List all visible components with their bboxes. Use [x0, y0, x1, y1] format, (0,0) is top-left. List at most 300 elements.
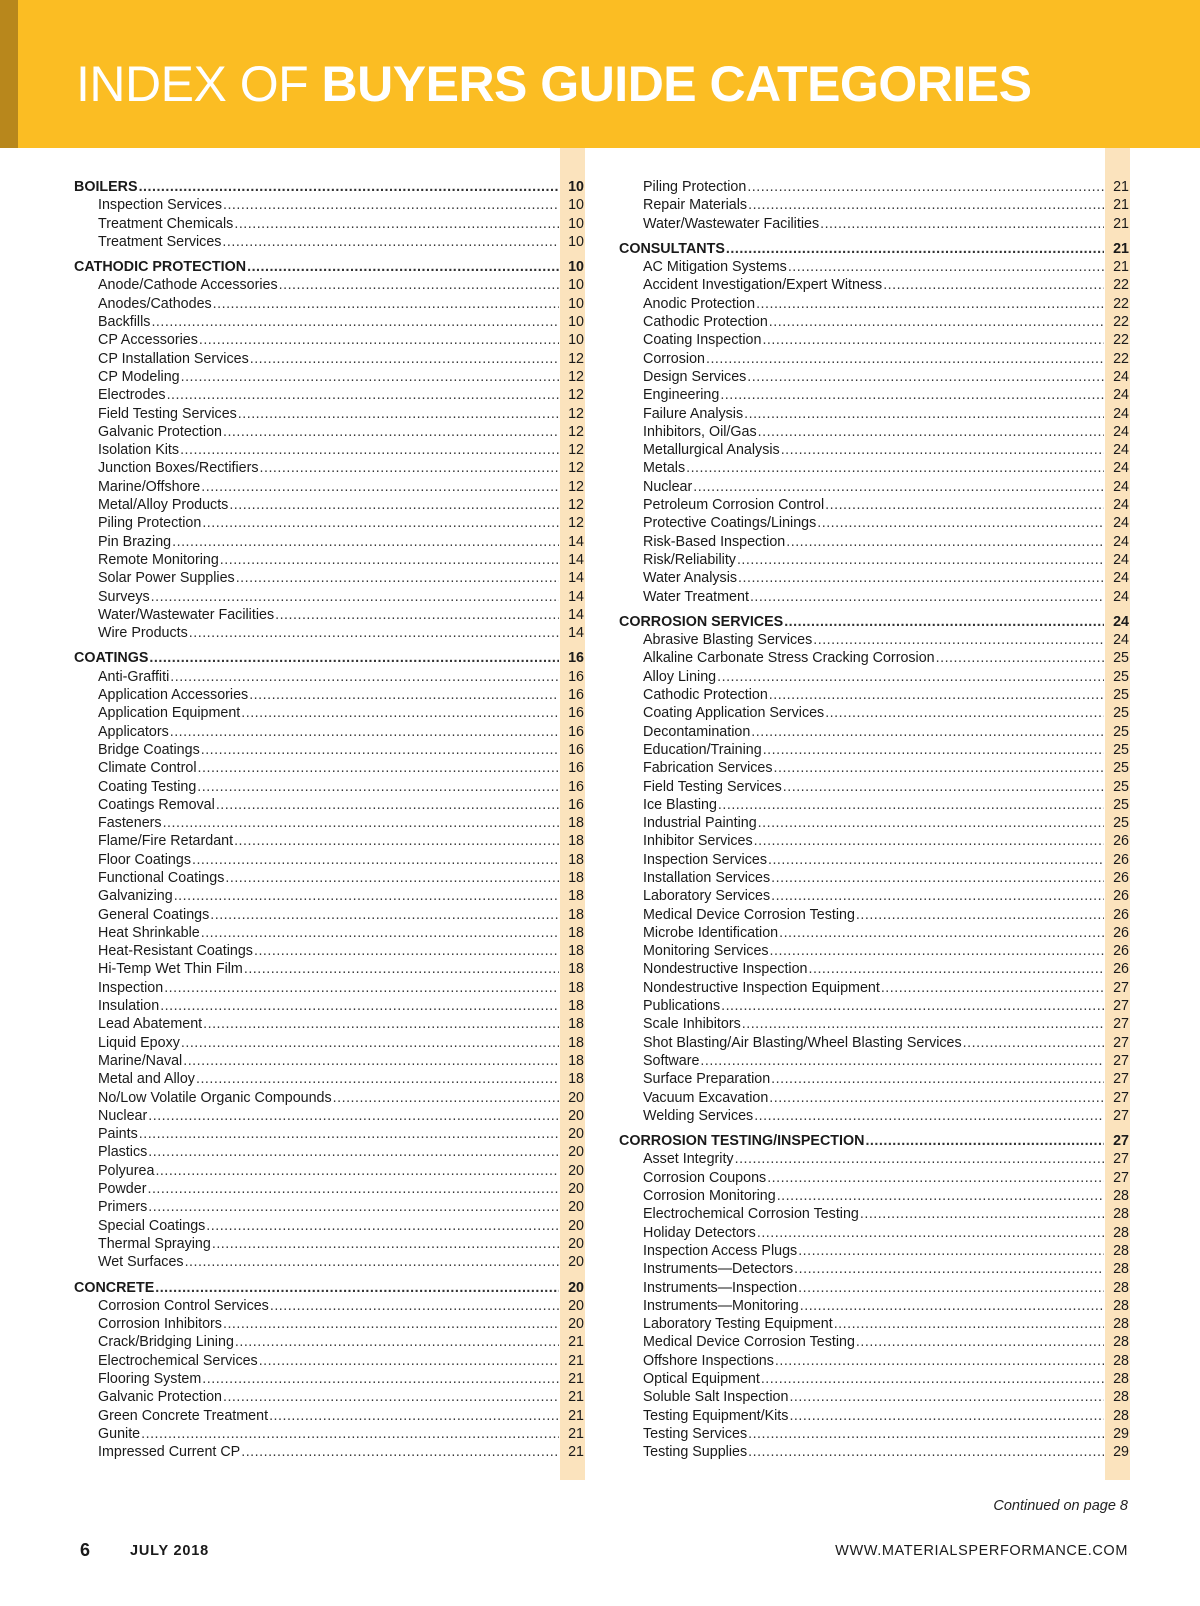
index-entry-page: 12	[568, 405, 584, 422]
index-column-left	[74, 178, 584, 1468]
dot-leader	[147, 1180, 559, 1198]
index-entry-page: 29	[1113, 1444, 1129, 1461]
index-entry-label: Lead Abatement	[98, 1016, 203, 1033]
index-entry	[619, 1407, 1129, 1425]
index-section	[74, 1279, 584, 1462]
dot-leader	[750, 588, 1104, 606]
dot-leader	[771, 1070, 1104, 1088]
dot-leader	[183, 1052, 559, 1070]
header-banner	[0, 0, 1200, 148]
dot-leader	[174, 887, 559, 905]
category-heading-page: 20	[568, 1279, 584, 1296]
index-entry-label: Polyurea	[98, 1162, 155, 1179]
index-entry	[74, 313, 584, 331]
index-entry-label: Powder	[98, 1181, 147, 1198]
index-entry-label: Decontamination	[643, 723, 751, 740]
index-entry	[619, 1187, 1129, 1205]
index-entry-page: 27	[1113, 1052, 1129, 1069]
index-entry-page: 16	[568, 668, 584, 685]
index-entry-label: Coating Inspection	[643, 332, 762, 349]
index-entry-label: Special Coatings	[98, 1217, 206, 1234]
index-entry	[74, 514, 584, 532]
index-entry-page: 24	[1113, 478, 1129, 495]
index-entry-label: Wet Surfaces	[98, 1254, 184, 1271]
index-entry	[619, 196, 1129, 214]
index-entry-page: 25	[1113, 778, 1129, 795]
index-entry-page: 27	[1113, 1071, 1129, 1088]
index-entry	[619, 1052, 1129, 1070]
index-entry	[74, 1443, 584, 1461]
index-entry	[619, 1370, 1129, 1388]
index-entry-label: Corrosion Monitoring	[643, 1188, 776, 1205]
index-entry	[619, 1070, 1129, 1088]
dot-leader	[199, 331, 559, 349]
dot-leader	[275, 606, 559, 624]
index-entry	[74, 459, 584, 477]
dot-leader	[220, 551, 559, 569]
dot-leader	[769, 313, 1104, 331]
index-entry-page: 24	[1113, 405, 1129, 422]
index-entry-label: Inspection Services	[98, 197, 222, 214]
index-entry-label: Gunite	[98, 1425, 141, 1442]
footer-url[interactable]: WWW.MATERIALSPERFORMANCE.COM	[835, 1543, 1128, 1559]
index-entry	[619, 1279, 1129, 1297]
dot-leader	[141, 1425, 559, 1443]
dot-leader	[279, 276, 559, 294]
index-entry-label: Marine/Naval	[98, 1052, 183, 1069]
index-entry-page: 28	[1113, 1407, 1129, 1424]
index-entry-label: Galvanic Protection	[98, 1389, 222, 1406]
index-entry-label: Installation Services	[643, 869, 771, 886]
index-entry	[619, 1107, 1129, 1125]
dot-leader	[201, 478, 559, 496]
index-entry-label: Laboratory Services	[643, 888, 771, 905]
index-entry	[619, 1425, 1129, 1443]
index-entry-label: Testing Supplies	[643, 1444, 748, 1461]
index-entry-page: 28	[1113, 1242, 1129, 1259]
dot-leader	[170, 723, 559, 741]
dot-leader	[236, 569, 559, 587]
index-entry-page: 27	[1113, 1107, 1129, 1124]
index-entry-label: Metals	[643, 460, 686, 477]
index-entry-label: Metallurgical Analysis	[643, 442, 780, 459]
index-entry-page: 20	[568, 1297, 584, 1314]
index-entry	[74, 1107, 584, 1125]
index-entry-page: 18	[568, 998, 584, 1015]
index-entry-page: 18	[568, 906, 584, 923]
index-entry-label: Wire Products	[98, 625, 188, 642]
index-entry	[619, 649, 1129, 667]
index-entry-label: Education/Training	[643, 741, 762, 758]
index-entry-label: Heat Shrinkable	[98, 924, 200, 941]
index-entry	[619, 313, 1129, 331]
index-entry-page: 26	[1113, 943, 1129, 960]
index-entry	[619, 350, 1129, 368]
category-heading-label: CATHODIC PROTECTION	[74, 259, 247, 276]
index-entry-label: Testing Equipment/Kits	[643, 1407, 789, 1424]
index-entry-page: 14	[568, 625, 584, 642]
dot-leader	[748, 1443, 1104, 1461]
index-entry	[619, 178, 1129, 196]
dot-leader	[192, 851, 559, 869]
index-entry-page: 21	[568, 1352, 584, 1369]
index-entry	[619, 1169, 1129, 1187]
index-entry	[619, 1089, 1129, 1107]
index-section	[619, 240, 1129, 606]
index-entry	[619, 423, 1129, 441]
category-heading-page: 27	[1113, 1133, 1129, 1150]
dot-leader	[754, 832, 1104, 850]
index-entry-label: Risk-Based Inspection	[643, 533, 786, 550]
index-entry	[74, 624, 584, 642]
index-entry-page: 27	[1113, 1016, 1129, 1033]
index-entry-label: Scale Inhibitors	[643, 1016, 741, 1033]
index-entry	[74, 759, 584, 777]
index-entry-label: Soluble Salt Inspection	[643, 1389, 789, 1406]
index-entry-page: 18	[568, 869, 584, 886]
index-entry-label: AC Mitigation Systems	[643, 259, 787, 276]
dot-leader	[222, 233, 559, 251]
index-entry	[619, 1315, 1129, 1333]
page-title-light: INDEX OF	[76, 56, 322, 112]
index-entry-label: Nuclear	[643, 478, 693, 495]
dot-leader	[212, 1235, 559, 1253]
index-entry	[619, 1443, 1129, 1461]
dot-leader	[155, 1279, 559, 1297]
index-entry-page: 28	[1113, 1206, 1129, 1223]
dot-leader	[213, 295, 559, 313]
index-entry-label: Insulation	[98, 998, 160, 1015]
index-entry	[74, 441, 584, 459]
index-entry-label: General Coatings	[98, 906, 210, 923]
index-entry-label: Climate Control	[98, 760, 197, 777]
index-entry-page: 14	[568, 551, 584, 568]
index-entry	[74, 295, 584, 313]
index-entry	[619, 1015, 1129, 1033]
index-entry-page: 18	[568, 961, 584, 978]
index-entry-label: Offshore Inspections	[643, 1352, 774, 1369]
index-entry-page: 28	[1113, 1279, 1129, 1296]
index-entry	[619, 796, 1129, 814]
index-entry	[74, 887, 584, 905]
index-entry-page: 25	[1113, 760, 1129, 777]
dot-leader	[720, 386, 1104, 404]
index-entry-label: Laboratory Testing Equipment	[643, 1316, 833, 1333]
category-heading-label: CORROSION TESTING/INSPECTION	[619, 1133, 865, 1150]
dot-leader	[201, 924, 559, 942]
dot-leader	[800, 1297, 1104, 1315]
index-entry-label: Corrosion Inhibitors	[98, 1316, 222, 1333]
index-entry-page: 22	[1113, 295, 1129, 312]
index-entry-label: Hi-Temp Wet Thin Film	[98, 961, 243, 978]
index-entry-label: Metal and Alloy	[98, 1071, 195, 1088]
dot-leader	[742, 1015, 1104, 1033]
index-entry	[74, 368, 584, 386]
dot-leader	[170, 668, 559, 686]
dot-leader	[754, 1107, 1104, 1125]
dot-leader	[700, 1052, 1104, 1070]
index-entry-label: Publications	[643, 998, 721, 1015]
index-entry	[74, 1015, 584, 1033]
index-entry	[619, 1242, 1129, 1260]
index-entry-label: Instruments—Inspection	[643, 1279, 798, 1296]
index-entry-page: 28	[1113, 1334, 1129, 1351]
index-entry-label: Risk/Reliability	[643, 551, 736, 568]
index-entry-page: 24	[1113, 368, 1129, 385]
index-entry-label: Galvanic Protection	[98, 423, 222, 440]
dot-leader	[775, 1352, 1104, 1370]
dot-leader	[813, 631, 1104, 649]
index-entry-page: 24	[1113, 588, 1129, 605]
dot-leader	[771, 887, 1104, 905]
index-entry	[74, 1235, 584, 1253]
dot-leader	[241, 1443, 559, 1461]
index-entry-page: 22	[1113, 314, 1129, 331]
index-entry-label: Applicators	[98, 723, 169, 740]
index-entry-page: 25	[1113, 741, 1129, 758]
dot-leader	[717, 668, 1104, 686]
category-heading	[74, 649, 584, 667]
dot-leader	[809, 960, 1104, 978]
index-entry-page: 18	[568, 888, 584, 905]
index-entry-page: 20	[568, 1144, 584, 1161]
index-entry	[619, 368, 1129, 386]
dot-leader	[148, 1143, 559, 1161]
index-entry-label: Design Services	[643, 368, 747, 385]
dot-leader	[769, 686, 1104, 704]
index-entry-page: 21	[568, 1444, 584, 1461]
index-entry-label: Shot Blasting/Air Blasting/Wheel Blasting Services	[643, 1034, 962, 1051]
category-heading	[619, 1132, 1129, 1150]
index-entry-label: Cathodic Protection	[643, 314, 768, 331]
index-entry-page: 26	[1113, 888, 1129, 905]
index-entry-label: Electrochemical Corrosion Testing	[643, 1206, 859, 1223]
dot-leader	[160, 997, 559, 1015]
index-entry-page: 14	[568, 533, 584, 550]
dot-leader	[148, 1198, 559, 1216]
index-entry	[619, 869, 1129, 887]
index-entry	[74, 1089, 584, 1107]
index-entry	[619, 405, 1129, 423]
index-entry-page: 12	[568, 460, 584, 477]
index-entry-page: 24	[1113, 423, 1129, 440]
dot-leader	[139, 178, 559, 196]
index-entry	[74, 979, 584, 997]
index-entry-label: Inhibitor Services	[643, 833, 753, 850]
category-heading	[74, 178, 584, 196]
index-entry-label: Medical Device Corrosion Testing	[643, 1334, 855, 1351]
index-entry-label: Flooring System	[98, 1371, 202, 1387]
dot-leader	[181, 368, 559, 386]
index-entry-label: Monitoring Services	[643, 943, 769, 960]
dot-leader	[203, 1015, 559, 1033]
index-entry-label: Anodes/Cathodes	[98, 295, 212, 312]
index-entry	[74, 1034, 584, 1052]
index-entry-page: 20	[568, 1089, 584, 1106]
index-entry-page: 10	[568, 314, 584, 331]
index-entry-page: 24	[1113, 442, 1129, 459]
index-entry-label: Industrial Painting	[643, 815, 757, 832]
dot-leader	[783, 778, 1104, 796]
dot-leader	[860, 1205, 1104, 1223]
index-entry	[619, 386, 1129, 404]
index-section	[74, 178, 584, 251]
index-entry-label: Testing Services	[643, 1425, 748, 1442]
dot-leader	[786, 533, 1104, 551]
dot-leader	[244, 960, 559, 978]
index-entry	[619, 215, 1129, 233]
index-entry-page: 20	[568, 1235, 584, 1252]
index-entry	[619, 441, 1129, 459]
index-entry	[74, 423, 584, 441]
dot-leader	[865, 1132, 1104, 1150]
index-entry-label: Microbe Identification	[643, 924, 779, 941]
dot-leader	[774, 759, 1104, 777]
index-entry-label: Field Testing Services	[98, 405, 237, 422]
dot-leader	[196, 1070, 559, 1088]
index-entry-label: Welding Services	[643, 1107, 754, 1124]
dot-leader	[721, 997, 1104, 1015]
index-entry-page: 20	[568, 1199, 584, 1216]
dot-leader	[735, 1150, 1104, 1168]
dot-leader	[751, 723, 1104, 741]
index-entry-label: Treatment Chemicals	[98, 215, 234, 232]
index-entry	[74, 1143, 584, 1161]
index-entry-page: 25	[1113, 796, 1129, 813]
dot-leader	[216, 796, 559, 814]
index-entry	[619, 778, 1129, 796]
index-entry	[74, 924, 584, 942]
category-heading	[619, 240, 1129, 258]
index-entry-page: 24	[1113, 497, 1129, 514]
index-entry-label: Piling Protection	[98, 515, 202, 532]
index-entry	[74, 1388, 584, 1406]
dot-leader	[172, 533, 559, 551]
category-heading	[74, 1279, 584, 1297]
dot-leader	[260, 459, 559, 477]
dot-leader	[748, 1425, 1104, 1443]
index-entry-page: 28	[1113, 1188, 1129, 1205]
index-entry	[74, 1253, 584, 1271]
index-entry-page: 28	[1113, 1316, 1129, 1333]
category-heading-label: CORROSION SERVICES	[619, 613, 784, 630]
index-entry	[619, 1224, 1129, 1242]
index-entry	[74, 1352, 584, 1370]
index-entry-page: 10	[568, 277, 584, 294]
dot-leader	[235, 1333, 559, 1351]
index-entry-label: Floor Coatings	[98, 851, 191, 868]
index-entry-label: Corrosion Control Services	[98, 1297, 269, 1314]
index-entry-page: 12	[568, 387, 584, 404]
dot-leader	[777, 1187, 1104, 1205]
index-entry-page: 21	[568, 1407, 584, 1424]
index-entry	[74, 741, 584, 759]
index-entry-label: Coating Application Services	[643, 705, 825, 722]
dot-leader	[202, 1370, 559, 1388]
index-entry-page: 20	[568, 1316, 584, 1333]
dot-leader	[820, 215, 1104, 233]
index-entry-label: No/Low Volatile Organic Compounds	[98, 1089, 332, 1106]
index-entry	[74, 496, 584, 514]
index-entry-page: 25	[1113, 668, 1129, 685]
index-entry-label: Piling Protection	[643, 179, 747, 195]
index-entry-page: 24	[1113, 551, 1129, 568]
index-entry	[74, 1052, 584, 1070]
index-entry	[74, 569, 584, 587]
dot-leader	[201, 741, 559, 759]
index-entry-page: 26	[1113, 869, 1129, 886]
dot-leader	[270, 1297, 559, 1315]
dot-leader	[189, 624, 559, 642]
index-entry	[619, 723, 1129, 741]
index-column-right	[619, 178, 1129, 1468]
dot-leader	[164, 979, 559, 997]
dot-leader	[825, 704, 1104, 722]
index-entry-page: 20	[568, 1254, 584, 1271]
index-entry	[619, 478, 1129, 496]
index-entry-label: Inspection Services	[643, 851, 767, 868]
dot-leader	[794, 1260, 1104, 1278]
index-entry-page: 12	[568, 442, 584, 459]
index-entry-page: 27	[1113, 1034, 1129, 1051]
index-entry-page: 12	[568, 515, 584, 532]
index-entry	[619, 551, 1129, 569]
index-entry	[619, 942, 1129, 960]
index-entry-label: Liquid Epoxy	[98, 1034, 180, 1051]
index-entry-page: 27	[1113, 979, 1129, 996]
index-section	[74, 649, 584, 1271]
dot-leader	[234, 215, 559, 233]
dot-leader	[779, 924, 1104, 942]
index-entry-page: 28	[1113, 1261, 1129, 1278]
dot-leader	[747, 368, 1104, 386]
index-entry-label: Isolation Kits	[98, 442, 180, 459]
index-entry-label: Electrodes	[98, 387, 166, 404]
dot-leader	[206, 1217, 559, 1235]
index-entry-page: 12	[568, 423, 584, 440]
dot-leader	[856, 1333, 1104, 1351]
dot-leader	[784, 613, 1104, 631]
index-entry-label: Corrosion	[643, 350, 705, 367]
index-entry	[74, 942, 584, 960]
index-entry-page: 18	[568, 833, 584, 850]
category-heading-label: BOILERS	[74, 179, 138, 195]
footer-date: JULY 2018	[130, 1543, 209, 1559]
index-entry-page: 28	[1113, 1389, 1129, 1406]
dot-leader	[747, 178, 1104, 196]
dot-leader	[936, 649, 1104, 667]
dot-leader	[770, 942, 1104, 960]
index-entry	[74, 588, 584, 606]
index-entry	[619, 1388, 1129, 1406]
index-entry	[619, 295, 1129, 313]
dot-leader	[834, 1315, 1104, 1333]
index-entry	[619, 514, 1129, 532]
index-entry-page: 12	[568, 350, 584, 367]
index-entry-page: 25	[1113, 687, 1129, 704]
index-entry-label: Failure Analysis	[643, 405, 744, 422]
index-entry	[74, 1217, 584, 1235]
index-entry	[619, 588, 1129, 606]
index-entry-label: Accident Investigation/Expert Witness	[643, 277, 883, 294]
dot-leader	[241, 704, 559, 722]
index-entry-page: 25	[1113, 723, 1129, 740]
index-entry-label: Heat-Resistant Coatings	[98, 943, 253, 960]
index-entry	[619, 668, 1129, 686]
dot-leader	[225, 869, 559, 887]
category-heading-page: 16	[568, 650, 584, 667]
index-entry-page: 14	[568, 606, 584, 623]
